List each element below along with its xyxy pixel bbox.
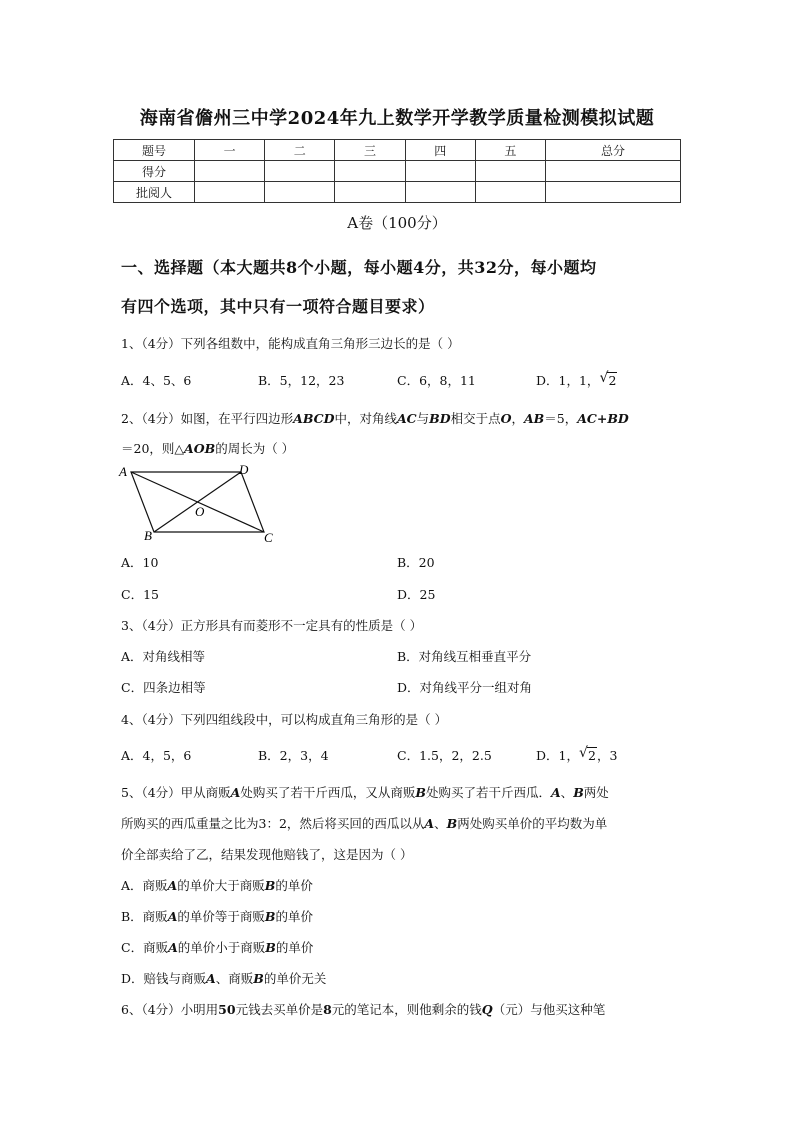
var: AC+BD [577,411,629,426]
text: ＝5， [544,411,578,426]
score-cell [405,161,475,182]
text: 两处购买单价的平均数为单 [457,816,608,831]
var: B [264,909,276,924]
sqrt-symbol: √ 2 [578,745,596,763]
q4-option-d [536,746,617,764]
var: O [500,411,512,426]
q1-option-d-prefix: D．1，1， [536,373,600,388]
var: B [264,878,276,893]
text: 6、（4分）小明用 [121,1002,219,1017]
var: A [167,909,178,924]
q1-option-d-radicand: 2 [608,373,617,388]
table-cell: 五 [475,140,545,161]
q5-option-b [121,907,313,925]
score-table-header-row [114,140,681,161]
score-cell [546,182,681,203]
table-row [114,161,681,182]
text: 处购买了若干斤西瓜，又从商贩 [240,785,416,800]
var: A [206,971,216,986]
q5-option-c [121,938,313,956]
text: B．商贩 [121,909,168,924]
var: AC [396,411,417,426]
vertex-label-a: A [119,464,127,479]
vertex-label-c: C [264,530,273,545]
text: 所购买的西瓜重量之比为3：2，然后将买回的西瓜以从 [121,816,425,831]
score-cell [405,182,475,203]
text: A．商贩 [121,878,168,893]
q2-option-b: B．20 [397,555,435,570]
text: D．赔钱与商贩 [121,971,207,986]
section-a-heading: A卷（100分） [347,214,447,232]
score-cell [475,182,545,203]
var: ABCD [293,411,335,426]
text: 2、（4分）如图，在平行四边形 [121,411,294,426]
question-2-stem-line1 [121,409,629,427]
q5-option-a [121,876,313,894]
var: A [230,785,241,800]
q1-option-a: A．4、5、6 [121,373,192,388]
text: 的单价 [275,878,313,893]
text: 的单价大于商贩 [177,878,265,893]
var: A [424,816,435,831]
text: 、商贩 [215,971,254,986]
text: 元的笔记本，则他剩余的钱 [331,1002,482,1017]
table-cell: 二 [265,140,335,161]
text: 、 [560,785,574,800]
question-5-stem-line2 [121,814,607,832]
table-cell: 三 [335,140,405,161]
score-cell [335,182,405,203]
var: BD [429,411,451,426]
var: B [446,816,458,831]
score-cell [335,161,405,182]
question-2-stem-line2 [121,439,294,457]
text: 两处 [583,785,609,800]
number: 50 [218,1002,236,1017]
text: 处购买了若干斤西瓜． [425,785,551,800]
text: 的单价 [275,940,314,955]
diagonal-bd [154,472,241,532]
score-table [113,139,681,203]
parallelogram-figure [114,460,284,550]
q3-option-d: D．对角线平分一组对角 [397,680,533,695]
var: A [168,940,178,955]
var: B [573,785,584,800]
page-title: 海南省儋州三中学2024年九上数学开学教学质量检测模拟试题 [139,108,655,129]
q4-option-d-radicand: 2 [587,748,596,763]
table-row [114,182,681,203]
text: 元钱去买单价是 [235,1002,324,1017]
question-6-stem-line1 [121,1000,605,1018]
text: 5、（4分）甲从商贩 [121,785,231,800]
part1-heading-line2: 有四个选项，其中只有一项符合题目要求） [121,297,435,316]
table-cell: 批阅人 [114,182,195,203]
q1-option-c: C．6，8，11 [397,373,476,388]
score-cell [265,161,335,182]
q3-option-a: A．对角线相等 [121,649,206,664]
text: 中，对角线 [334,411,397,426]
q3-option-c: C．四条边相等 [121,680,206,695]
q2-option-d: D．25 [397,587,436,602]
question-5-stem-line1 [121,783,609,801]
text: C．商贩 [121,940,169,955]
score-cell [475,161,545,182]
q2-option-a: A．10 [121,555,159,570]
question-4-stem: 4、（4分）下列四组线段中，可以构成直角三角形的是（ ） [121,712,448,727]
question-3-stem: 3、（4分）正方形具有而菱形不一定具有的性质是（ ） [121,618,423,633]
text: 的周长为（ ） [215,441,295,456]
text: 相交于点 [450,411,501,426]
text: 与 [416,411,430,426]
q4-option-b: B．2，3，4 [258,748,329,763]
var: B [415,785,426,800]
q4-option-c: C．1.5，2，2.5 [397,748,492,763]
var: B [253,971,264,986]
text: 、 [434,816,447,831]
q2-option-c: C．15 [121,587,159,602]
q5-option-d [121,969,326,987]
text: 的单价等于商贩 [177,909,265,924]
text: （元）与他买这种笔 [492,1002,606,1017]
q3-option-b: B．对角线互相垂直平分 [397,649,532,664]
var: Q [481,1002,493,1017]
text: 的单价小于商贩 [177,940,266,955]
var: B [265,940,276,955]
table-cell: 四 [405,140,475,161]
text: 的单价无关 [263,971,327,986]
text: ＝20，则△ [121,441,185,456]
var: AB [523,411,545,426]
table-cell: 总分 [546,140,681,161]
vertex-label-b: B [144,528,152,543]
var: A [550,785,561,800]
score-cell [265,182,335,203]
score-cell [195,182,265,203]
text: 的单价 [275,909,313,924]
text: ， [511,411,524,426]
var: A [167,878,178,893]
q1-option-b: B．5，12，23 [258,373,345,388]
var: AOB [184,441,216,456]
table-cell: 题号 [114,140,195,161]
vertex-label-d: D [239,462,249,477]
score-cell [546,161,681,182]
q4-option-d-suffix: ，3 [596,748,618,763]
vertex-label-o: O [195,504,205,519]
table-cell: 得分 [114,161,195,182]
sqrt-symbol: √ 2 [599,370,617,388]
table-cell: 一 [195,140,265,161]
q4-option-a: A．4，5，6 [121,748,192,763]
part1-heading-line1: 一、选择题（本大题共8个小题，每小题4分，共32分，每小题均 [121,258,597,277]
number: 8 [323,1002,332,1017]
q4-option-d-prefix: D．1， [536,748,579,763]
score-cell [195,161,265,182]
q1-option-d [536,371,617,389]
question-1-stem: 1、（4分）下列各组数中，能构成直角三角形三边长的是（ ） [121,336,460,351]
question-5-stem-line3: 价全部卖给了乙，结果发现他赔钱了，这是因为（ ） [121,847,413,862]
